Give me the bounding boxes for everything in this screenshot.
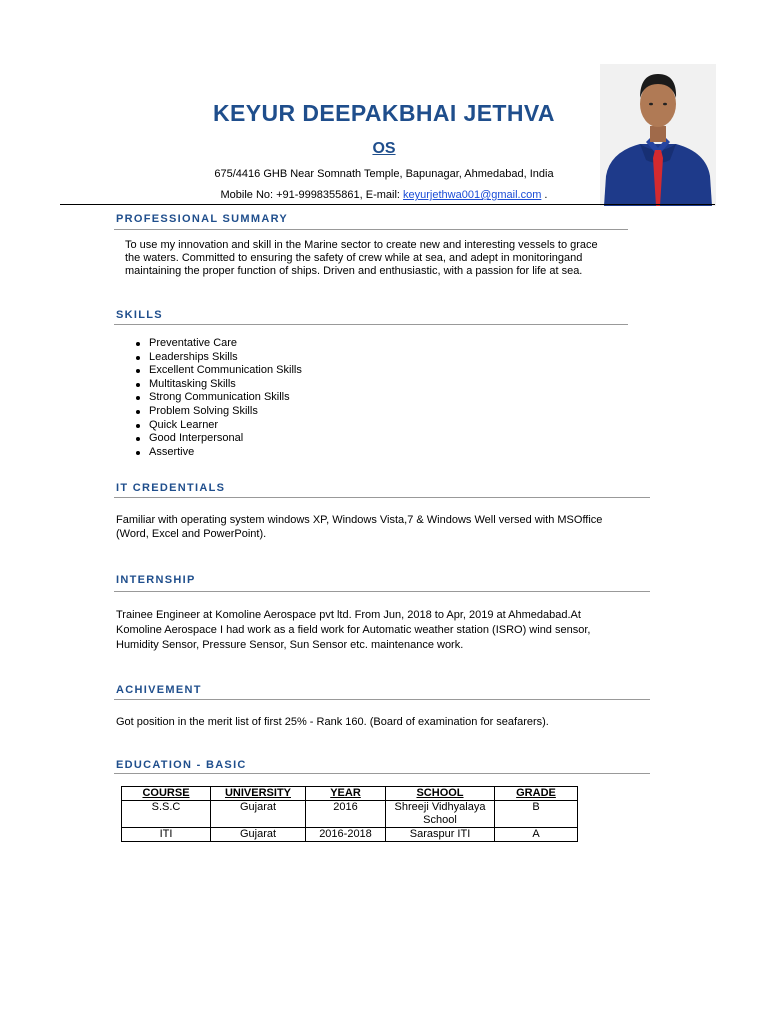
summary-line: the waters. Committed to ensuring the safety of crew while at sea, and adept in monitoringand (125, 252, 583, 264)
table-cell: ITI (122, 828, 211, 842)
skills-title: SKILLS (116, 309, 163, 321)
education-rule (114, 773, 650, 774)
list-item: Problem Solving Skills (134, 405, 302, 419)
email-suffix: . (541, 189, 548, 201)
table-row (122, 828, 578, 842)
table-cell: B (495, 801, 578, 828)
list-item: Excellent Communication Skills (134, 364, 302, 378)
table-cell: 2016-2018 (306, 828, 386, 842)
skills-rule (114, 324, 628, 325)
it-text (116, 513, 602, 541)
header-divider (60, 204, 715, 205)
mobile-text: Mobile No: +91-9998355861, E-mail: (220, 189, 404, 201)
achievement-line: Got position in the merit list of first 25% - Rank 160. (Board of examination for seafarers). (116, 716, 549, 728)
achievement-rule (114, 699, 650, 700)
profile-photo (600, 64, 716, 206)
list-item: Multitasking Skills (134, 378, 302, 392)
table-header-row (122, 787, 578, 801)
table-cell: Saraspur ITI (386, 828, 495, 842)
table-cell: Gujarat (211, 801, 306, 828)
it-line: (Word, Excel and PowerPoint). (116, 528, 267, 540)
skills-list (134, 337, 302, 459)
table-cell: Gujarat (211, 828, 306, 842)
column-header-school: SCHOOL (386, 787, 495, 801)
candidate-name: KEYUR DEEPAKBHAI JETHVA (213, 100, 555, 126)
list-item: Preventative Care (134, 337, 302, 351)
column-header-grade: GRADE (495, 787, 578, 801)
achievement-title: ACHIVEMENT (116, 684, 202, 696)
list-item: Leaderships Skills (134, 351, 302, 365)
internship-line: Trainee Engineer at Komoline Aerospace pvt ltd. From Jun, 2018 to Apr, 2019 at Ahmedabad.At (116, 609, 581, 621)
table-cell: Shreeji Vidhyalaya School (386, 801, 495, 828)
table-cell: S.S.C (122, 801, 211, 828)
summary-line: maintaining the proper function of ships. Driven and enthusiastic, with a passion for life at sea. (125, 265, 583, 277)
list-item: Quick Learner (134, 419, 302, 433)
address-line: 675/4416 GHB Near Somnath Temple, Bapunagar, Ahmedabad, India (214, 168, 554, 180)
column-header-university: UNIVERSITY (211, 787, 306, 801)
table-row (122, 801, 578, 828)
profile-photo-icon (600, 64, 716, 206)
summary-text (125, 239, 598, 278)
internship-rule (114, 591, 650, 592)
list-item: Good Interpersonal (134, 432, 302, 446)
education-table (121, 786, 578, 842)
column-header-course: COURSE (122, 787, 211, 801)
summary-rule (114, 229, 628, 230)
it-rule (114, 497, 650, 498)
email-link[interactable]: keyurjethwa001@gmail.com (403, 189, 542, 201)
column-header-year: YEAR (306, 787, 386, 801)
list-item: Assertive (134, 446, 302, 460)
summary-line: To use my innovation and skill in the Marine sector to create new and interesting vessels to grace (125, 239, 598, 251)
internship-line: Komoline Aerospace I had work as a field work for Automatic weather station (ISRO) wind sensor, (116, 624, 591, 636)
it-title: IT CREDENTIALS (116, 482, 226, 494)
education-title: EDUCATION - BASIC (116, 759, 247, 771)
candidate-role: OS (372, 140, 396, 157)
summary-title: PROFESSIONAL SUMMARY (116, 213, 289, 225)
table-cell: A (495, 828, 578, 842)
achievement-text (116, 715, 549, 729)
internship-title: INTERNSHIP (116, 574, 196, 586)
it-line: Familiar with operating system windows XP, Windows Vista,7 & Windows Well versed with MSOffice (116, 514, 603, 526)
table-cell: 2016 (306, 801, 386, 828)
list-item: Strong Communication Skills (134, 391, 302, 405)
internship-text (116, 608, 590, 653)
internship-line: Humidity Sensor, Pressure Sensor, Sun Sensor etc. maintenance work. (116, 639, 464, 651)
